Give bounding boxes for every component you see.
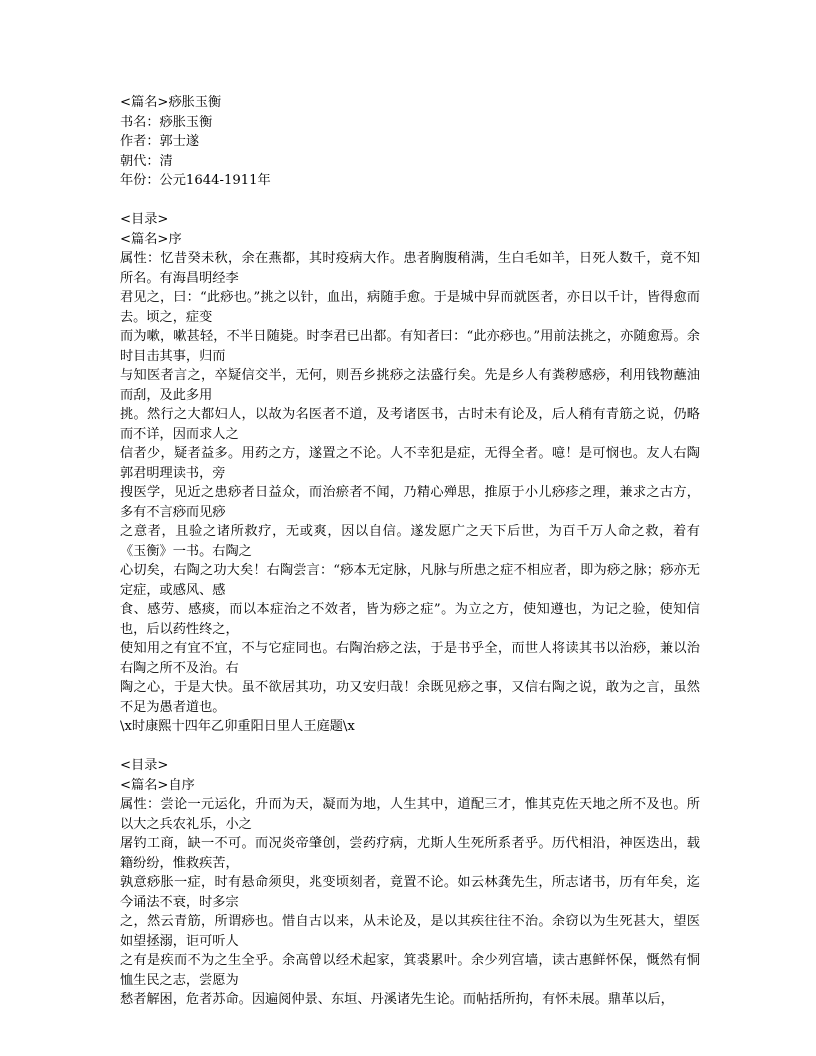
paragraph: 孰意痧胀一症，时有悬命须臾，兆变顷刻者，竟置不论。如云林龚先生，所志诸书，历有年矣，迄今诵法不衰，时多宗 — [120, 875, 700, 910]
paragraph: 陶之心，于是大快。虽不欲居其功，功又安归哉！余既见痧之事，又信右陶之说，敢为之言，虽然不足为愚者道也。 — [120, 680, 700, 715]
paragraph: 之，然云青筋，所谓痧也。惜自古以来，从未论及，是以其疾往往不治。余窃以为生死甚大，望医如望拯溺，讵可听人 — [120, 914, 700, 949]
section-title: <篇名>序 — [120, 231, 182, 247]
paragraph: 食、感劳、感痰，而以本症治之不效者，皆为痧之症”。为立之方，使知遵也，为记之验，使知信也，后以药性终之， — [120, 602, 700, 637]
paragraph: 搜医学，见近之患痧者日益众，而治瘀者不闻，乃精心殚思，推原于小儿痧疹之理，兼求之古方，多有不言痧而见痧 — [120, 485, 700, 520]
paragraph: 屠钓工商，缺一不可。而况炎帝肇创，尝药疗病，尤斯人生死所系者乎。历代相沿，神医迭出，载籍纷纷，惟救疾苦， — [120, 836, 700, 871]
paragraph: 属性：尝论一元运化，升而为天，凝而为地，人生其中，道配三才，惟其克佐天地之所不及也。所以大之兵农礼乐，小之 — [120, 797, 700, 832]
dynasty: 朝代：清 — [120, 153, 173, 169]
paragraph: 君见之，曰：“此痧也。”挑之以针，血出，病随手愈。于是城中舁而就医者，亦日以千计，皆得愈而去。顷之，症变 — [120, 290, 700, 325]
paragraph: 心切矣，右陶之功大矣！右陶尝言：“痧本无定脉，凡脉与所患之症不相应者，即为痧之脉；痧亦无定症，或感风、感 — [120, 563, 700, 598]
book-title: 书名：痧胀玉衡 — [120, 114, 213, 130]
chapter-title: <篇名>痧胀玉衡 — [120, 95, 222, 110]
paragraph: 之意者，且验之诸所救疗，无或爽，因以自信。遂发愿广之天下后世，为百千万人命之救，着有《玉衡》一书。右陶之 — [120, 524, 700, 559]
paragraph: 与知医者言之，卒疑信交半，无何，则吾乡挑痧之法盛行矣。先是乡人有粪秽感痧，利用钱物蘸油而刮，及此多用 — [120, 368, 700, 403]
spacer — [120, 191, 700, 211]
spacer — [120, 737, 700, 757]
section-title: <篇名>自序 — [120, 777, 195, 793]
paragraph: 而为嗽，嗽甚轻，不半日随毙。时李君已出都。有知者曰：“此亦痧也。”用前法挑之，亦随愈焉。余时目击其事，归而 — [120, 329, 700, 364]
toc-marker: <目录> — [120, 758, 169, 773]
paragraph: 愁者解困，危者苏命。因遍阅仲景、东垣、丹溪诸先生论。而帖括所拘，有怀未展。鼎革以后， — [120, 992, 674, 1007]
paragraph: 之有是疾而不为之生全乎。余高曾以经术起家，箕裘累叶。余少列宫墙，读古惠鲜怀保，慨然有恫恤生民之志，尝愿为 — [120, 953, 700, 988]
paragraph: 挑。然行之大都妇人，以故为名医者不道，及考诸医书，古时未有论及，后人稍有青筋之说，仍略而不详，因而求人之 — [120, 407, 700, 442]
signature: \x时康熙十四年乙卯重阳日里人王庭题\x — [120, 719, 355, 734]
author: 作者：郭士遂 — [120, 134, 200, 149]
toc-marker: <目录> — [120, 212, 169, 227]
paragraph: 属性：忆昔癸未秋，余在燕都，其时疫病大作。患者胸腹稍满，生白毛如羊，日死人数千，竟不知所名。有海昌明经李 — [120, 251, 700, 286]
years: 年份：公元1644-1911年 — [120, 173, 271, 188]
document-page — [120, 93, 700, 1010]
paragraph: 信者少，疑者益多。用药之方，遂置之不论。人不幸犯是症，无得全者。噫！是可悯也。友人右陶郭君明理读书，旁 — [120, 446, 700, 481]
paragraph: 使知用之有宜不宜，不与它症同也。右陶治痧之法，于是书乎全，而世人将读其书以治痧，兼以治右陶之所不及治。右 — [120, 641, 700, 676]
